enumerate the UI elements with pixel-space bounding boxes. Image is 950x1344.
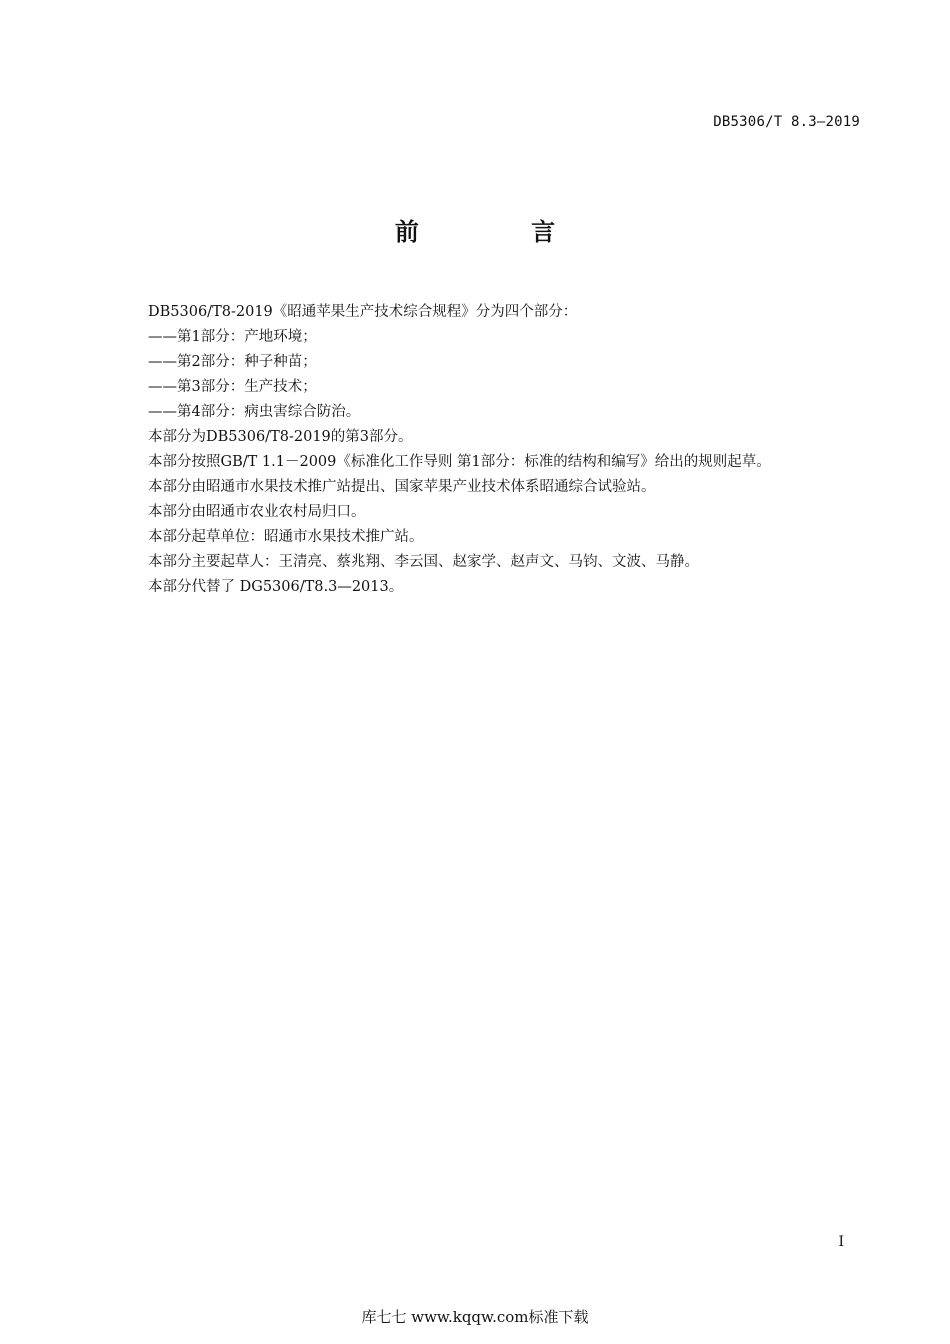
list-item: ——第4部分：病虫害综合防治。 [148, 404, 361, 420]
paragraph: 本部分按照GB/T 1.1－2009《标准化工作导则 第1部分：标准的结构和编写》给出的规则起草。 [148, 454, 771, 470]
document-code: DB5306/T 8.3—2019 [713, 114, 860, 130]
paragraph: 本部分为DB5306/T8-2019的第3部分。 [148, 429, 413, 445]
paragraph: 本部分主要起草人：王清亮、蔡兆翔、李云国、赵家学、赵声文、马钧、文波、马静。 [148, 554, 699, 570]
paragraph: DB5306/T8-2019《昭通苹果生产技术综合规程》分为四个部分： [148, 304, 578, 320]
footer-watermark: 库七七 www.kqqw.com标准下载 [361, 1308, 589, 1326]
paragraph: 本部分由昭通市农业农村局归口。 [148, 504, 366, 520]
paragraph: 本部分由昭通市水果技术推广站提出、国家苹果产业技术体系昭通综合试验站。 [148, 479, 656, 495]
paragraph: 本部分代替了 DG5306/T8.3—2013。 [148, 579, 404, 595]
list-item: ——第2部分：种子种苗； [148, 354, 317, 370]
list-item: ——第3部分：生产技术； [148, 379, 317, 395]
section-title: 前 言 [394, 218, 608, 246]
list-item: ——第1部分：产地环境； [148, 329, 317, 345]
paragraph: 本部分起草单位：昭通市水果技术推广站。 [148, 529, 424, 545]
page-number: I [838, 1234, 844, 1250]
preface-body [148, 300, 868, 600]
